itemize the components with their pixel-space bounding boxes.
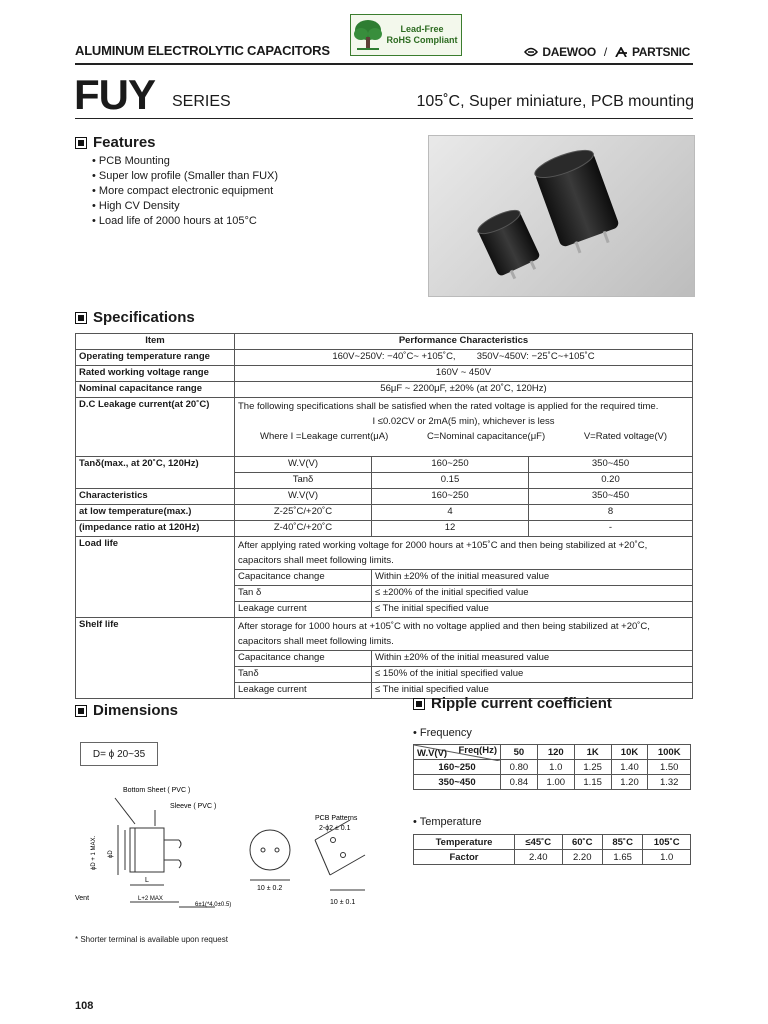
temp-col: 60˚C [562,835,602,850]
pcb-label: PCB Patterns [315,815,358,822]
table-cell: ≤ 150% of the initial specified value [372,667,693,683]
pitch-label: 10 ± 0.2 [257,885,283,892]
brand-partsnic: PARTSNIC [631,45,690,59]
rohs-badge [350,14,462,56]
frequency-subheading: • Frequency [413,727,472,739]
series-name: FUY [74,71,155,118]
table-cell: 4 [372,505,529,521]
table-cell: 1.00 [537,775,574,790]
low-temp-label-3: (impedance ratio at 120Hz) [76,521,235,537]
nominal-cap-value: 56μF ~ 2200μF, ±20% (at 20˚C, 120Hz) [235,382,693,398]
nominal-cap-label: Nominal capacitance range [76,382,235,398]
table-cell: Within ±20% of the initial measured value [372,651,693,667]
table-cell: ≤ The initial specified value [372,683,693,699]
vent-label: Vent [75,895,90,902]
table-cell: ≤ ±200% of the initial specified value [372,586,693,602]
shelf-life-text: After storage for 1000 hours at +105˚C with no voltage applied and then being stabilized at +20˚C, capacitors shall meet following limits. [235,618,693,651]
table-cell: 1.40 [611,760,648,775]
dc-leakage-label: D.C Leakage current(at 20˚C) [76,398,235,457]
partsnic-logo-icon [615,47,628,57]
freq-row-label: 350~450 [414,775,501,790]
table-cell: Z-25˚C/+20˚C [235,505,372,521]
table-cell: 350~450 [529,489,693,505]
tan-delta-label: Tanδ(max., at 20˚C, 120Hz) [76,457,235,489]
factor-label: Factor [414,850,515,865]
brand-daewoo: DAEWOO [542,45,596,59]
brand-line [524,45,690,59]
freq-row-label: 160~250 [414,760,501,775]
diameter-range: D= ϕ 20~35 [80,742,158,766]
title-rule [75,118,693,119]
table-cell: 12 [372,521,529,537]
table-cell: 1.20 [611,775,648,790]
table-cell: 1.0 [643,850,691,865]
dc-leakage-value: The following specifications shall be satisfied when the rated voltage is applied for the required time. I ≤0.02CV or 2mA(5 min), whichever is less Where I =Leakage current(μA) C=Nominal capacitance(μF) V=Rated voltage(V) [235,398,693,457]
table-cell: 1.32 [648,775,691,790]
col-header-item: Item [76,334,235,350]
table-cell: 1.25 [574,760,611,775]
table-cell: 1.0 [537,760,574,775]
temperature-subheading: • Temperature [413,816,482,828]
freq-diag-header: Freq(Hz) W.V(V) [414,745,501,760]
section-bullet-icon [75,312,87,324]
rated-voltage-value: 160V ~ 450V [235,366,693,382]
specifications-table [75,333,693,699]
feature-item: • High CV Density [92,199,278,214]
dimensions-heading: Dimensions [75,702,178,719]
table-cell: W.V(V) [235,489,372,505]
freq-col: 10K [611,745,648,760]
op-temp-label: Operating temperature range [76,350,235,366]
section-bullet-icon [75,705,87,717]
freq-col: 1K [574,745,611,760]
table-cell: 350~450 [529,457,693,473]
features-heading: Features [75,134,156,151]
l-label: L [145,877,149,884]
low-temp-label-1: Characteristics [76,489,235,505]
sleeve-label: Sleeve ( PVC ) [170,803,217,810]
table-cell: Z-40˚C/+20˚C [235,521,372,537]
product-photo [428,135,695,297]
terminal-label: 6±1(*4.0±0.5) [195,902,232,908]
frequency-table [413,744,691,790]
table-cell: 0.15 [372,473,529,489]
tree-icon [353,17,383,53]
table-cell: 8 [529,505,693,521]
feature-item: • More compact electronic equipment [92,184,278,199]
dimension-drawing [75,780,375,920]
feature-item: • PCB Mounting [92,154,278,169]
load-life-text: After applying rated working voltage for 2000 hours at +105˚C and then being stabilized at +20˚C, capacitors shall meet following limits. [235,537,693,570]
load-life-label: Load life [76,537,235,618]
table-cell: Leakage current [235,602,372,618]
category-title: ALUMINUM ELECTROLYTIC CAPACITORS [75,43,330,58]
shelf-life-label: Shelf life [76,618,235,699]
table-cell: W.V(V) [235,457,372,473]
d-max-label: ϕD + 1 MAX. [91,835,97,870]
specifications-heading: Specifications [75,309,195,326]
series-suffix: SERIES [172,93,231,110]
temp-col: ≤45˚C [515,835,563,850]
table-cell: 2.20 [562,850,602,865]
badge-line1: Lead-Free [400,24,444,34]
page-number: 108 [75,1000,94,1012]
table-cell: Tan δ [235,586,372,602]
op-temp-value: 160V~250V: −40˚C~ +105˚C, 350V~450V: −25˚C~+105˚C [235,350,693,366]
ripple-heading: Ripple current coefficient [413,695,612,712]
temperature-table [413,834,691,865]
table-cell: Tanδ [235,473,372,489]
table-cell: Leakage current [235,683,372,699]
pitch2-label: 10 ± 0.1 [330,899,356,906]
feature-item: • Load life of 2000 hours at 105°C [92,214,278,229]
badge-line2: RoHS Compliant [386,35,458,45]
terminal-note: * Shorter terminal is available upon request [75,935,228,944]
table-cell: 160~250 [372,489,529,505]
table-cell: 1.50 [648,760,691,775]
feature-item: • Super low profile (Smaller than FUX) [92,169,278,184]
table-cell: 0.84 [501,775,538,790]
temp-col: 85˚C [602,835,642,850]
temp-header: Temperature [414,835,515,850]
freq-col: 100K [648,745,691,760]
table-cell: 160~250 [372,457,529,473]
bottom-sheet-label: Bottom Sheet ( PVC ) [123,787,191,794]
brand-separator: / [603,45,607,59]
table-cell: 0.80 [501,760,538,775]
table-cell: 1.65 [602,850,642,865]
table-cell: ≤ The initial specified value [372,602,693,618]
section-bullet-icon [75,137,87,149]
capacitor-image [429,136,694,296]
d-label: ϕD [108,850,114,858]
features-list [92,154,278,229]
low-temp-label-2: at low temperature(max.) [76,505,235,521]
table-cell: Capacitance change [235,651,372,667]
table-cell: 2.40 [515,850,563,865]
table-cell: - [529,521,693,537]
table-cell: 0.20 [529,473,693,489]
header-rule [75,63,693,65]
series-subtitle: 105˚C, Super miniature, PCB mounting [416,93,694,110]
temp-col: 105˚C [643,835,691,850]
section-bullet-icon [413,698,425,710]
daewoo-logo-icon [524,47,538,57]
table-cell: 1.15 [574,775,611,790]
rated-voltage-label: Rated working voltage range [76,366,235,382]
freq-col: 120 [537,745,574,760]
table-cell: Capacitance change [235,570,372,586]
col-header-performance: Performance Characteristics [235,334,693,350]
table-cell: Within ±20% of the initial measured value [372,570,693,586]
l-max-label: L+2 MAX [138,896,163,902]
table-cell: Tanδ [235,667,372,683]
pcb-dim-label: 2-ϕ2 ± 0.1 [319,825,351,832]
freq-col: 50 [501,745,538,760]
